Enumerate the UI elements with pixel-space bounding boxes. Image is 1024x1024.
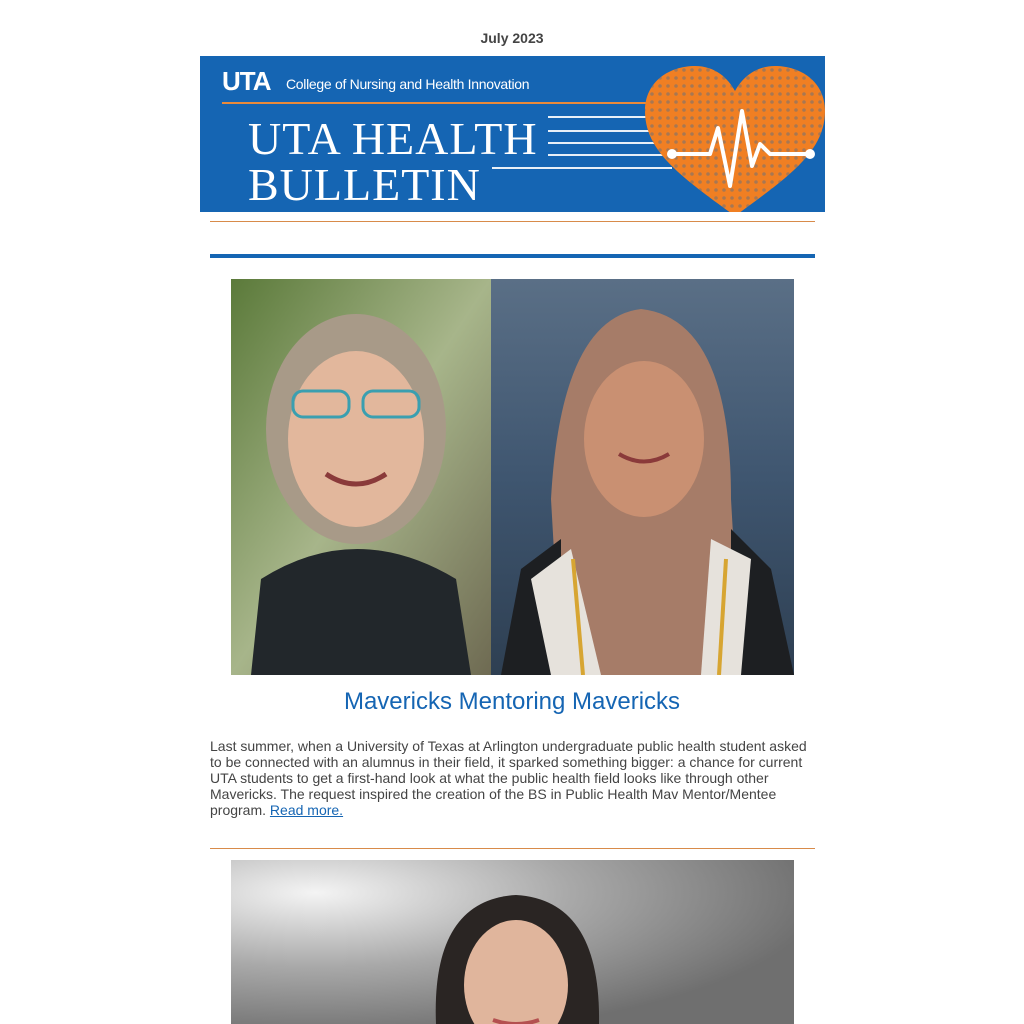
banner-title-line1: UTA HEALTH: [248, 113, 538, 164]
section-divider: [210, 254, 815, 258]
divider: [210, 221, 815, 222]
article-photo: [231, 860, 794, 1024]
portrait-pair-image: [231, 279, 794, 675]
article-summary: [210, 738, 815, 818]
read-more-link[interactable]: Read more.: [269, 802, 344, 818]
college-name: College of Nursing and Health Innovation: [286, 76, 530, 92]
article-summary-text: Last summer, when a University of Texas at Arlington undergraduate public health student asked to be connected with an alumnus in their field, it sparked something bigger: a chance for current UTA students to get a first-hand look at what the public health field looks like through other Mavericks. The request inspired the creation of the BS in Public Health Mav Mentor/Mentee program.: [210, 738, 807, 818]
uta-logo: UTA: [222, 66, 271, 96]
portrait-image: [231, 860, 794, 1024]
banner-title-line2: BULLETIN: [248, 159, 481, 210]
article-photo: [231, 279, 794, 675]
divider: [210, 848, 815, 849]
newsletter-banner: [200, 56, 825, 212]
article-headline[interactable]: Mavericks Mentoring Mavericks: [343, 688, 681, 715]
banner-orange-rule: [222, 102, 652, 104]
issue-date: July 2023: [480, 30, 544, 46]
heart-heartbeat-icon: [640, 66, 825, 212]
